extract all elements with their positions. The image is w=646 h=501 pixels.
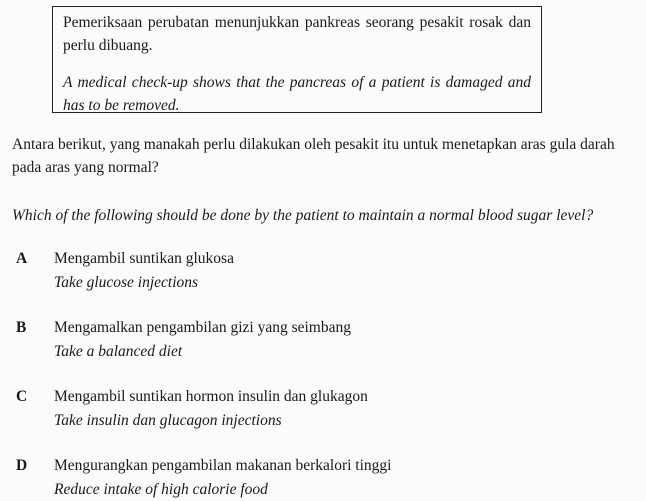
- option-letter: A: [16, 250, 28, 267]
- option-letter: B: [16, 319, 27, 336]
- option-text-english: Take a balanced diet: [54, 343, 183, 360]
- option-text-malay: Mengambil suntikan hormon insulin dan glukagon: [54, 388, 368, 405]
- stimulus-text-malay: Pemeriksaan perubatan menunjukkan pankreas seorang pesakit rosak dan perlu dibuang.: [63, 14, 531, 54]
- stimulus-box: [52, 6, 542, 113]
- option-letter: D: [16, 457, 28, 474]
- option-letter: C: [16, 388, 28, 405]
- stimulus-text-english: A medical check-up shows that the pancreas of a patient is damaged and has to be removed.: [63, 74, 531, 114]
- option-text-malay: Mengurangkan pengambilan makanan berkalori tinggi: [54, 457, 392, 474]
- option-text-malay: Mengambil suntikan glukosa: [54, 250, 234, 267]
- question-stem-malay: Antara berikut, yang manakah perlu dilakukan oleh pesakit itu untuk menetapkan aras gula darah pada aras yang normal?: [12, 136, 615, 176]
- question-stem-english: Which of the following should be done by the patient to maintain a normal blood sugar level?: [12, 207, 594, 224]
- option-text-english: Reduce intake of high calorie food: [54, 481, 268, 498]
- option-text-malay: Mengamalkan pengambilan gizi yang seimbang: [54, 319, 351, 336]
- option-text-english: Take insulin dan glucagon injections: [54, 412, 282, 429]
- option-text-english: Take glucose injections: [54, 274, 199, 291]
